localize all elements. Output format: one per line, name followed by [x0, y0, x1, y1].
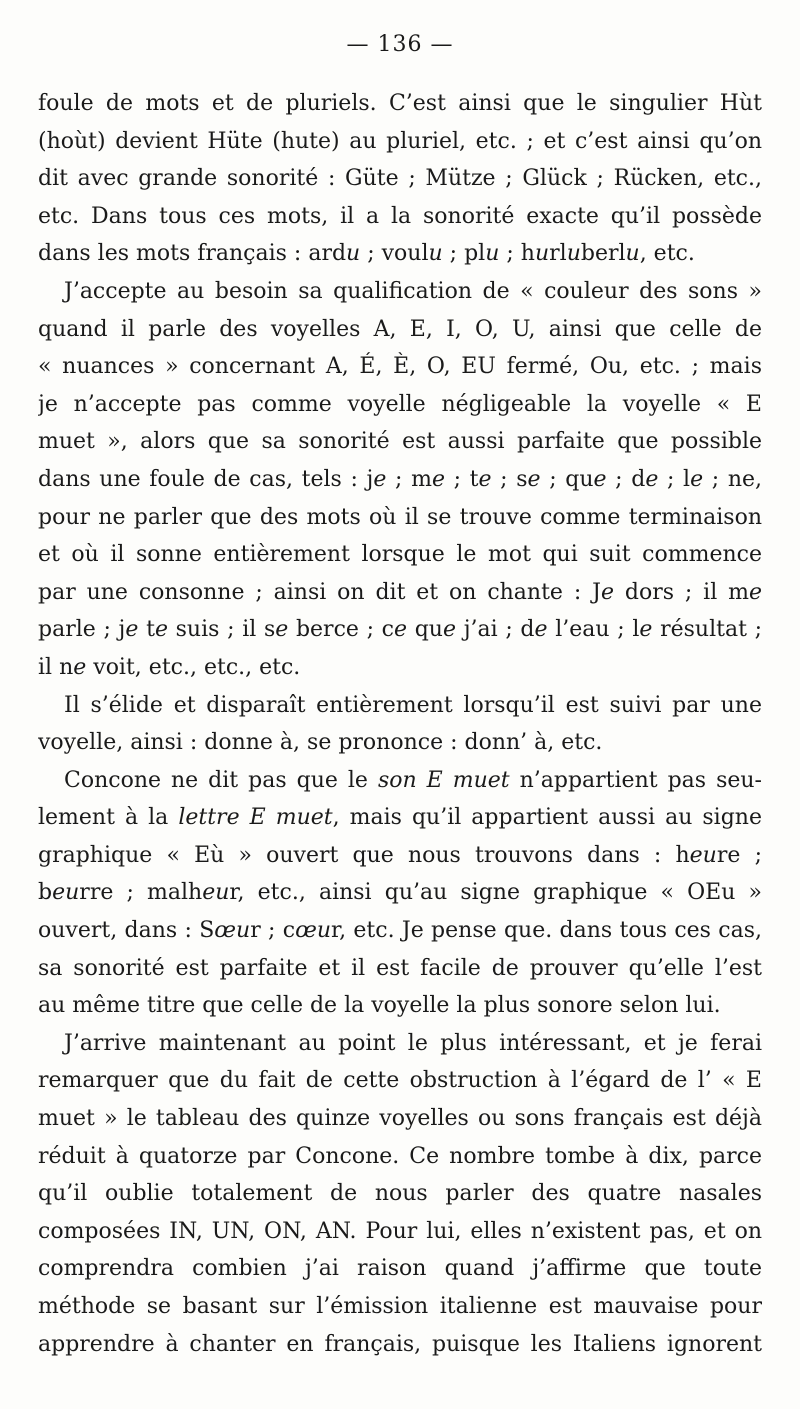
text-segment: dans les mots français : ard	[38, 241, 347, 267]
italic-segment: eu	[202, 880, 230, 906]
text-line	[38, 1288, 762, 1326]
text-segment: voyelle, ainsi : donne à, se prononce : donn’ à, etc.	[38, 730, 603, 756]
text-line	[38, 574, 762, 612]
text-segment: voit, etc., etc., etc.	[86, 654, 301, 680]
italic-segment: e	[275, 617, 289, 643]
text-segment: ; d	[606, 466, 646, 492]
text-line	[38, 423, 762, 461]
text-line	[38, 499, 762, 537]
text-line	[38, 1100, 762, 1138]
text-segment: qu	[407, 617, 443, 643]
text-line	[38, 198, 762, 236]
body-text	[38, 85, 762, 1363]
text-segment: r, etc. Je pense que. dans tous ces cas,	[331, 918, 762, 944]
text-segment: b	[38, 880, 53, 906]
italic-segment: eu	[52, 880, 80, 906]
text-segment: t	[138, 617, 155, 643]
text-line	[38, 687, 762, 725]
italic-segment: e	[431, 466, 445, 492]
text-segment: dors ; il m	[613, 579, 749, 605]
text-line	[38, 950, 762, 988]
text-line	[38, 348, 762, 386]
text-line	[38, 85, 762, 123]
text-segment: il n	[38, 654, 74, 680]
text-segment: Il s’élide et disparaît entièrement lorsqu’il est suivi par une	[64, 692, 762, 718]
text-segment: sa sonorité est parfaite et il est facile de prouver qu’elle l’est	[38, 955, 762, 981]
text-line	[38, 461, 762, 499]
italic-segment: e	[442, 617, 457, 643]
text-segment: parle ; j	[38, 617, 126, 643]
text-segment: suis ; il s	[167, 617, 276, 643]
text-segment: apprendre à chanter en français, puisque les Italiens ignorent	[38, 1331, 762, 1357]
italic-segment: son E muet	[377, 767, 510, 793]
text-line	[38, 235, 762, 273]
italic-segment: u	[566, 241, 581, 267]
text-segment: ; l	[658, 466, 691, 492]
text-segment: re ;	[716, 842, 762, 868]
text-segment: r ; c	[250, 918, 296, 944]
text-segment: rl	[549, 241, 567, 267]
text-segment: ; pl	[442, 241, 486, 267]
text-line	[38, 611, 762, 649]
text-segment: ; s	[491, 466, 528, 492]
italic-segment: eu	[689, 842, 717, 868]
text-segment: au même titre que celle de la voyelle la plus sonore selon lui.	[38, 993, 721, 1019]
text-segment: remarquer que du fait de cette obstruction à l’égard de l’ « E	[38, 1068, 762, 1094]
text-segment: dit avec grande sonorité : Güte ; Mütze ; Glück ; Rücken, etc.,	[38, 166, 762, 192]
text-segment: r, etc., ainsi qu’au signe graphique « OEu »	[229, 880, 762, 906]
text-segment: et où il sonne entièrement lorsque le mot qui suit commence	[38, 542, 762, 568]
italic-segment: e	[690, 466, 704, 492]
text-segment: rre ; malh	[79, 880, 203, 906]
text-segment: , mais qu’il appartient aussi au signe	[332, 805, 762, 831]
text-line	[38, 762, 762, 800]
italic-segment: e	[645, 466, 659, 492]
text-line	[38, 1138, 762, 1176]
italic-segment: e	[125, 617, 139, 643]
text-line	[38, 1326, 762, 1364]
italic-segment: e	[534, 617, 548, 643]
italic-segment: e	[527, 466, 541, 492]
text-line	[38, 1025, 762, 1063]
text-segment: ; ne,	[703, 466, 762, 492]
italic-segment: e	[154, 617, 168, 643]
text-line	[38, 311, 762, 349]
text-segment: composées IN, UN, ON, AN. Pour lui, elles n’existent pas, et on	[38, 1218, 762, 1244]
text-line	[38, 536, 762, 574]
text-segment: pour ne parler que des mots où il se trouve comme terminaison	[38, 504, 762, 530]
text-segment: l’eau ; l	[547, 617, 640, 643]
text-segment: J’accepte au besoin sa qualification de « couleur des sons »	[64, 278, 762, 304]
text-segment: J’arrive maintenant au point le plus intéressant, et je ferai	[64, 1030, 762, 1056]
italic-segment: e	[639, 617, 653, 643]
text-segment: ; qu	[540, 466, 594, 492]
text-segment: ; h	[499, 241, 535, 267]
text-segment: berl	[580, 241, 626, 267]
italic-segment: u	[485, 241, 500, 267]
text-line	[38, 386, 762, 424]
text-segment: qu’il oublie totalement de nous parler des quatre nasales	[38, 1181, 762, 1207]
text-line	[38, 273, 762, 311]
italic-segment: lettre E muet	[178, 805, 333, 831]
text-segment: Concone ne dit pas que le	[64, 767, 378, 793]
text-segment: résultat ;	[652, 617, 762, 643]
text-segment: « nuances » concernant A, É, È, O, EU fermé, Ou, etc. ; mais	[38, 354, 762, 380]
text-segment: berce ; c	[288, 617, 395, 643]
text-segment: ; m	[386, 466, 432, 492]
text-segment: n’appartient pas seu-	[509, 767, 762, 793]
text-line	[38, 1250, 762, 1288]
italic-segment: e	[478, 466, 492, 492]
italic-segment: e	[73, 654, 87, 680]
italic-segment: œu	[295, 918, 332, 944]
italic-segment: e	[373, 466, 387, 492]
text-line	[38, 874, 762, 912]
text-line	[38, 912, 762, 950]
italic-segment: e	[593, 466, 607, 492]
text-segment: comprendra combien j’ai raison quand j’affirme que toute	[38, 1256, 762, 1282]
text-segment: ; t	[444, 466, 479, 492]
text-segment: etc. Dans tous ces mots, il a la sonorité exacte qu’il possède	[38, 203, 762, 229]
text-segment: (hoùt) devient Hüte (hute) au pluriel, etc. ; et c’est ainsi qu’on	[38, 128, 762, 154]
text-segment: graphique « Eù » ouvert que nous trouvons dans : h	[38, 842, 690, 868]
text-segment: méthode se basant sur l’émission italienne est mauvaise pour	[38, 1294, 762, 1319]
text-line	[38, 1213, 762, 1251]
text-segment: quand il parle des voyelles A, E, I, O, U, ainsi que celle de	[38, 316, 762, 342]
italic-segment: u	[346, 241, 361, 267]
text-line	[38, 1175, 762, 1213]
text-segment: je n’accepte pas comme voyelle négligeable la voyelle « E	[38, 391, 762, 417]
text-segment: foule de mots et de pluriels. C’est ainsi que le singulier Hùt	[38, 91, 762, 116]
italic-segment: e	[600, 579, 614, 605]
italic-segment: u	[534, 241, 550, 267]
text-line	[38, 123, 762, 161]
text-segment: ; voul	[360, 241, 429, 267]
text-segment: par une consonne ; ainsi on dit et on chante : J	[38, 579, 601, 605]
text-line	[38, 724, 762, 762]
text-line	[38, 987, 762, 1025]
italic-segment: e	[748, 579, 762, 605]
italic-segment: u	[428, 241, 443, 267]
italic-segment: e	[394, 617, 408, 643]
text-line	[38, 649, 762, 687]
text-line	[38, 799, 762, 837]
text-line	[38, 160, 762, 198]
text-segment: muet », alors que sa sonorité est aussi parfaite que possible	[38, 429, 762, 455]
page-number: — 136 —	[346, 32, 454, 57]
text-line	[38, 837, 762, 875]
text-segment: dans une foule de cas, tels : j	[38, 466, 374, 492]
text-segment: réduit à quatorze par Concone. Ce nombre tombe à dix, parce	[38, 1143, 762, 1169]
text-segment: muet » le tableau des quinze voyelles ou sons français est déjà	[38, 1106, 762, 1132]
text-segment: ouvert, dans : S	[38, 918, 215, 944]
text-segment: lement à la	[38, 805, 179, 831]
italic-segment: œu	[214, 918, 251, 944]
italic-segment: u	[625, 241, 640, 267]
text-segment: j’ai ; d	[456, 617, 535, 643]
text-line	[38, 1062, 762, 1100]
text-segment: , etc.	[639, 241, 695, 267]
